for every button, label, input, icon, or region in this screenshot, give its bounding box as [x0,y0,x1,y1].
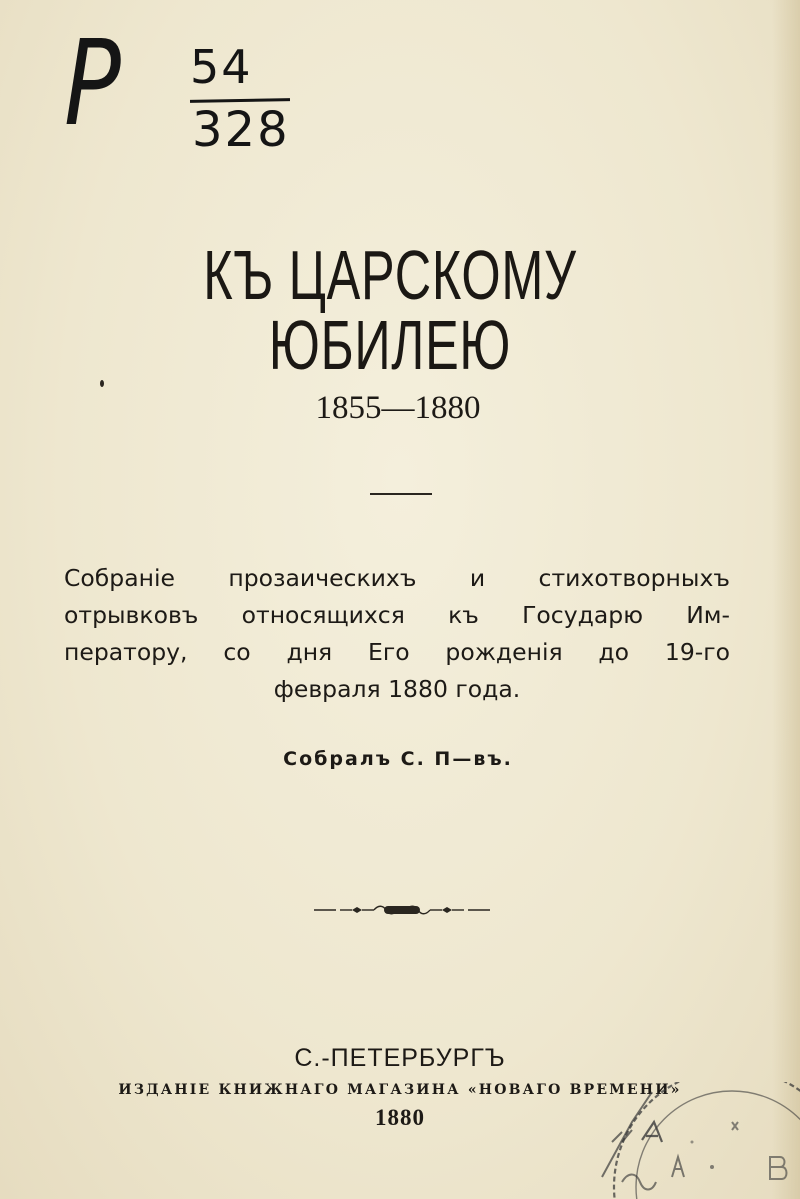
compiler-credit: Собралъ С. П—въ. [283,748,513,770]
shelf-mark-number-top: 54 [190,40,253,94]
imprint-city: С.-ПЕТЕРБУРГЪ [294,1044,506,1072]
subtitle-line: отрывковъ относящихся къ Государю Им- [64,601,730,629]
ornament-divider-icon [312,900,492,920]
imprint-year: 1880 [375,1105,425,1130]
imprint-publisher: ИЗДАНІЕ КНИЖНАГО МАГАЗИНА «НОВАГО ВРЕМЕНИ» [118,1082,682,1098]
ink-speck [100,380,104,387]
subtitle-line: Собраніе прозаическихъ и стихотворныхъ [64,564,730,592]
page-edge-shadow [772,0,800,1199]
title-divider [370,493,432,495]
book-subtitle [64,560,730,708]
library-stamp-icon [582,1082,800,1199]
subtitle-line: февраля 1880 года. [273,675,521,703]
book-title: КЪ ЦАРСКОМУ ЮБИЛЕЮ [203,236,577,384]
shelf-mark-number-bottom: 328 [192,102,290,158]
subtitle-line: ператору, со дня Его рожденія до 19-го [64,638,730,666]
book-years: 1855—1880 [315,390,481,426]
shelf-mark-letter: Р [64,14,121,152]
